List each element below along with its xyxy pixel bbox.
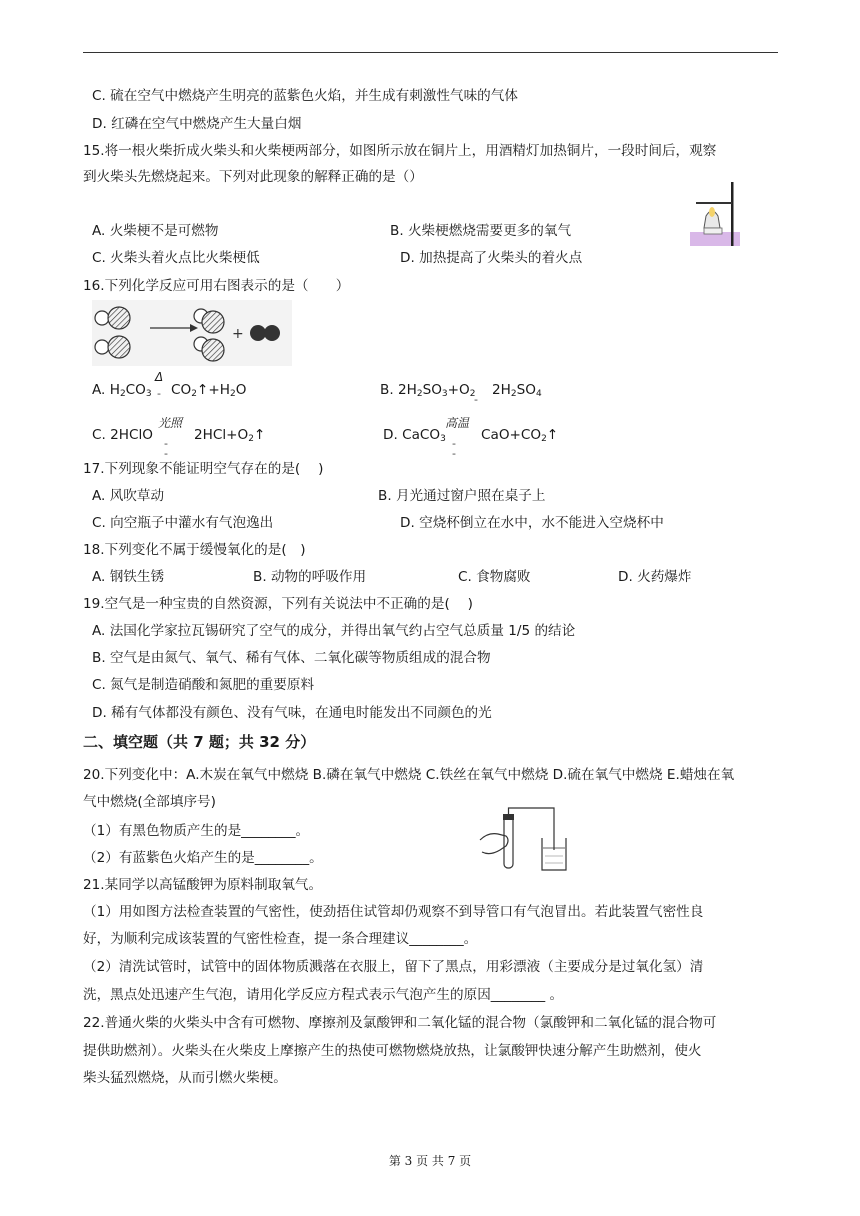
q16-d-condition: 高温 [445, 416, 470, 430]
q17-option-d: D. 空烧杯倒立在水中，水不能进入空烧杯中 [400, 515, 664, 531]
q17-option-a: A. 风吹草动 [92, 488, 165, 504]
q18-stem: 18.下列变化不属于缓慢氧化的是( ) [83, 542, 306, 558]
q16-stem: 16.下列化学反应可用右图表示的是（ ） [83, 278, 350, 294]
q16-molecular-reaction-diagram [92, 300, 292, 366]
q16-option-d: D. CaCO$_3$ [383, 427, 446, 444]
q15-option-d: D. 加热提高了火柴头的着火点 [400, 250, 583, 266]
svg-text:+: + [232, 326, 244, 342]
q15-heating-apparatus-figure [688, 180, 748, 250]
q15-option-c: C. 火柴头着火点比火柴梗低 [92, 250, 260, 266]
q19-option-d: D. 稀有气体都没有颜色、没有气味，在通电时能发出不同颜色的光 [92, 705, 492, 721]
q16-a-condition: Δ [155, 370, 164, 384]
q16-option-c-products: $2HCl+O_2↑$ [194, 427, 266, 444]
q22-line2: 提供助燃剂）。火柴头在火柴皮上摩擦产生的热使可燃物燃烧放热，让氯酸钾快速分解产生助燃剂，使火 [83, 1043, 702, 1059]
q16-c-dash-1: - [164, 437, 168, 450]
q21-airtightness-check-figure [478, 806, 568, 874]
q15-option-a: A. 火柴梗不是可燃物 [92, 223, 219, 239]
q21-part1-line2: 好，为顺利完成该装置的气密性检查，提一条合理建议________。 [83, 931, 478, 947]
q18-option-b: B. 动物的呼吸作用 [253, 569, 367, 585]
page-footer: 第 3 页 共 7 页 [388, 1154, 472, 1168]
q16-c-condition: 光照 [158, 416, 183, 430]
q16-c-dash-2: - [164, 447, 168, 460]
q17-option-b: B. 月光通过窗户照在桌子上 [378, 488, 546, 504]
q16-option-a-products: $CO_2↑+H_2O$ [171, 382, 247, 399]
q16-option-c: C. 2HClO [92, 427, 153, 443]
q19-stem: 19.空气是一种宝贵的自然资源，下列有关说法中不正确的是( ) [83, 596, 473, 612]
q20-stem-line1: 20.下列变化中：A.木炭在氧气中燃烧 B.磷在氧气中燃烧 C.铁丝在氧气中燃烧 D.硫在氧气中燃烧 E.蜡烛在氧 [83, 767, 735, 783]
q20-part2: （2）有蓝紫色火焰产生的是________。 [83, 850, 323, 866]
q21-part1-line1: （1）用如图方法检查装置的气密性，使劲捂住试管却仍观察不到导管口有气泡冒出。若此装置气密性良 [83, 904, 704, 920]
q15-stem-line1: 15.将一根火柴折成火柴头和火柴梗两部分，如图所示放在铜片上，用酒精灯加热铜片，一段时间后，观察 [83, 143, 717, 159]
q16-option-b: B. $2H_2SO_3+O_2$ [380, 382, 476, 399]
q16-d-dash-1: - [452, 437, 456, 450]
q18-option-a: A. 钢铁生锈 [92, 569, 165, 585]
q18-option-d: D. 火药爆炸 [618, 569, 692, 585]
q19-option-c: C. 氮气是制造硝酸和氮肥的重要原料 [92, 677, 315, 693]
q16-a-dash: - [157, 387, 161, 400]
q17-stem: 17.下列现象不能证明空气存在的是( ) [83, 461, 324, 477]
q17-option-c: C. 向空瓶子中灌水有气泡逸出 [92, 515, 274, 531]
q19-option-a: A. 法国化学家拉瓦锡研究了空气的成分，并得出氧气约占空气总质量 1/5 的结论 [92, 623, 576, 639]
q16-option-a: A. $H_2CO_3$ [92, 382, 152, 399]
q16-d-dash-2: - [452, 447, 456, 460]
q14-option-c: C. 硫在空气中燃烧产生明亮的蓝紫色火焰，并生成有刺激性气味的气体 [92, 88, 518, 104]
q21-part2-line1: （2）清洗试管时，试管中的固体物质溅落在衣服上，留下了黑点，用彩漂液（主要成分是过氧化氢）清 [83, 959, 704, 975]
section-2-heading: 二、填空题（共 7 题；共 32 分） [83, 733, 316, 751]
q22-line1: 22.普通火柴的火柴头中含有可燃物、摩擦剂及氯酸钾和二氧化锰的混合物（氯酸钾和二氧化锰的混合物可 [83, 1015, 717, 1031]
q21-stem: 21.某同学以高锰酸钾为原料制取氧气。 [83, 877, 323, 893]
q16-option-b-products: $2H_2SO_4$ [492, 382, 542, 399]
q14-option-d: D. 红磷在空气中燃烧产生大量白烟 [92, 116, 302, 132]
q15-option-b: B. 火柴梗燃烧需要更多的氧气 [390, 223, 572, 239]
q16-b-dash: - [474, 393, 478, 406]
q15-stem-line2: 到火柴头先燃烧起来。下列对此现象的解释正确的是（） [83, 169, 423, 185]
header-rule [83, 52, 778, 53]
q18-option-c: C. 食物腐败 [458, 569, 531, 585]
q20-part1: （1）有黑色物质产生的是________。 [83, 823, 310, 839]
q19-option-b: B. 空气是由氮气、氧气、稀有气体、二氧化碳等物质组成的混合物 [92, 650, 491, 666]
q16-option-d-products: $CaO+CO_2↑$ [481, 427, 559, 444]
q20-stem-line2: 气中燃烧(全部填序号) [83, 794, 216, 810]
q22-line3: 柴头猛烈燃烧，从而引燃火柴梗。 [83, 1070, 287, 1086]
q21-part2-line2: 洗，黑点处迅速产生气泡，请用化学反应方程式表示气泡产生的原因________ 。 [83, 987, 564, 1003]
